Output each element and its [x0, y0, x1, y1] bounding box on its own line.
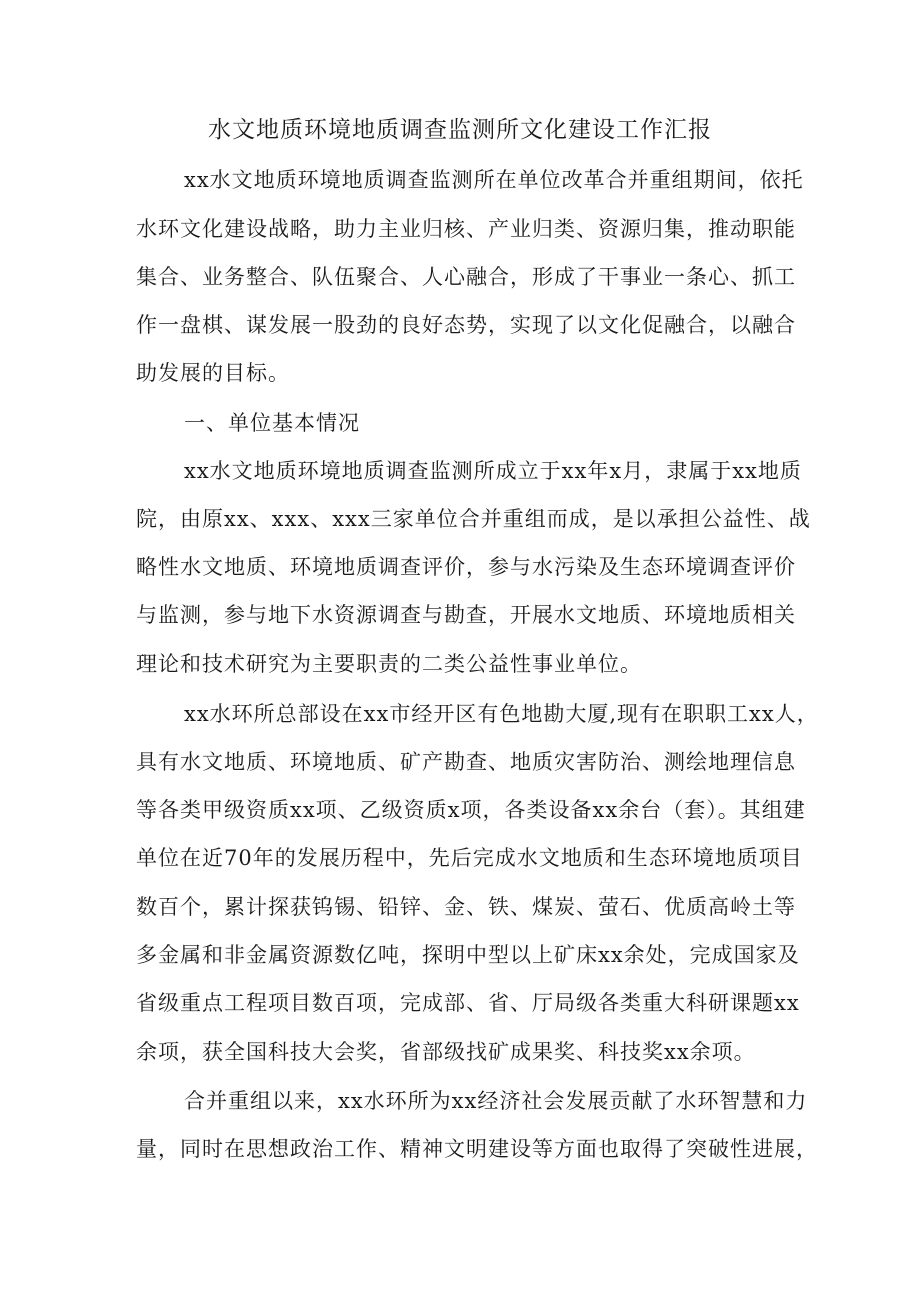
document-title: 水文地质环境地质调查监测所文化建设工作汇报 — [208, 117, 712, 143]
paragraph-line: 多金属和非金属资源数亿吨，探明中型以上矿床xx余处，完成国家及 — [136, 943, 800, 967]
paragraph-line: 理论和技术研究为主要职责的二类公益性事业单位。 — [136, 652, 642, 676]
paragraph-line: 省级重点工程项目数百项，完成部、省、厅局级各类重大科研课题xx — [136, 991, 800, 1015]
section-heading: 一、单位基本情况 — [184, 411, 360, 435]
paragraph-line: 与监测，参与地下水资源调查与勘查，开展水文地质、环境地质相关 — [136, 603, 796, 627]
paragraph-line: 等各类甲级资质xx项、乙级资质x项，各类设备xx余台（套）。其组建 — [136, 798, 806, 822]
paragraph-line: 助发展的目标。 — [136, 361, 290, 385]
paragraph-line: 量，同时在思想政治工作、精神文明建设等方面也取得了突破性进展， — [136, 1137, 818, 1161]
paragraph-line: 合并重组以来，xx水环所为xx经济社会发展贡献了水环智慧和力 — [184, 1089, 808, 1113]
paragraph-line: 数百个，累计探获钨锡、铅锌、金、铁、煤炭、萤石、优质高岭土等 — [136, 895, 796, 919]
paragraph-line: xx水文地质环境地质调查监测所在单位改革合并重组期间，依托 — [184, 168, 804, 192]
paragraph-line: 单位在近70年的发展历程中，先后完成水文地质和生态环境地质项目 — [136, 846, 803, 870]
paragraph-line: 集合、业务整合、队伍聚合、人心融合，形成了干事业一条心、抓工 — [136, 265, 796, 289]
paragraph-line: 水环文化建设战略，助力主业归核、产业归类、资源归集，推动职能 — [136, 217, 796, 241]
paragraph-line: 余项，获全国科技大会奖，省部级找矿成果奖、科技奖xx余项。 — [136, 1040, 756, 1064]
paragraph-line: 略性水文地质、环境地质调查评价，参与水污染及生态环境调查评价 — [136, 555, 796, 579]
paragraph-line: xx水文地质环境地质调查监测所成立于xx年x月，隶属于xx地质 — [184, 459, 802, 483]
paragraph-line: 院，由原xx、xxx、xxx三家单位合并重组而成，是以承担公益性、战 — [136, 507, 811, 531]
paragraph-line: 具有水文地质、环境地质、矿产勘查、地质灾害防治、测绘地理信息 — [136, 750, 796, 774]
paragraph-line: xx水环所总部设在xx市经开区有色地勘大厦,现有在职职工xx人， — [184, 702, 819, 726]
paragraph-line: 作一盘棋、谋发展一股劲的良好态势，实现了以文化促融合，以融合 — [136, 313, 796, 337]
